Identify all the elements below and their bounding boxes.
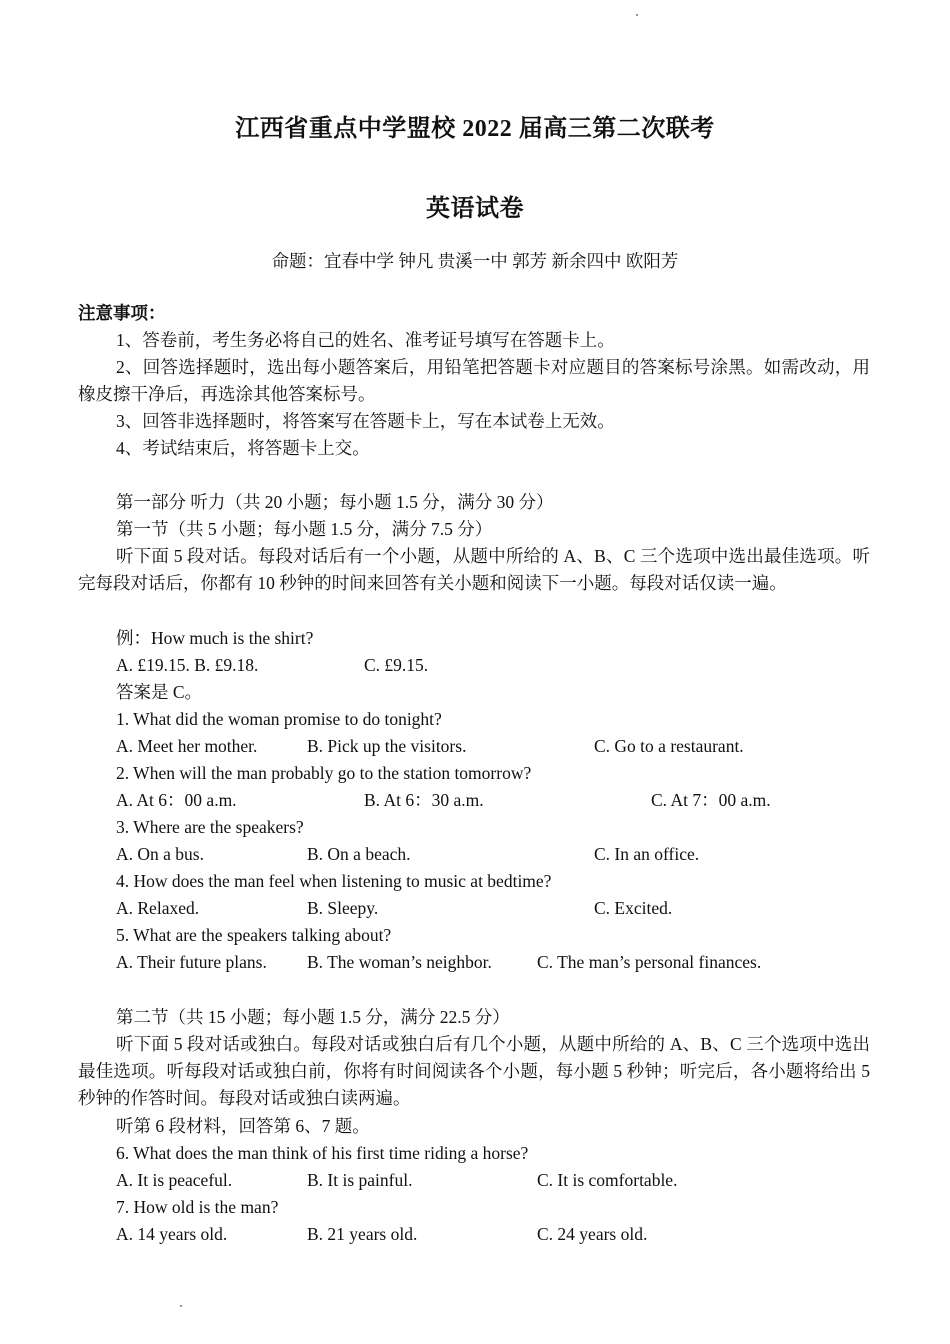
option-c: C. At 7：00 a.m. — [651, 790, 771, 810]
option-b: B. It is painful. — [307, 1170, 413, 1190]
option-b: B. 21 years old. — [307, 1224, 418, 1244]
notice-item: 3、回答非选择题时，将答案写在答题卡上，写在本试卷上无效。 — [116, 411, 615, 431]
authors-line: 命题：宜春中学 钟凡 贵溪一中 郭芳 新余四中 欧阳芳 — [271, 251, 679, 271]
question: 4. How does the man feel when listening to music at bedtime? — [116, 871, 552, 891]
option-a: A. Relaxed. — [116, 898, 200, 918]
question: 1. What did the woman promise to do tonight? — [116, 709, 442, 729]
material-note: 听第 6 段材料，回答第 6、7 题。 — [116, 1116, 370, 1136]
option-a: A. 14 years old. — [116, 1224, 228, 1244]
example-option: A. £19.15. B. £9.18. — [116, 655, 259, 675]
option-b: B. The woman’s neighbor. — [307, 952, 492, 972]
part1-heading: 第一部分 听力（共 20 小题；每小题 1.5 分，满分 30 分） — [116, 492, 554, 512]
option-c: C. In an office. — [594, 844, 700, 864]
option-a: A. Their future plans. — [116, 952, 267, 972]
section1-instructions: 听下面 5 段对话。每段对话后有一个小题，从题中所给的 A、B、C 三个选项中选出最佳选项。听 完每段对话后，你都有 10 秒钟的时间来回答有关小题和阅读下一小题。每段对话仅读一遍。 — [78, 546, 870, 594]
section2-heading: 第二节（共 15 小题；每小题 1.5 分，满分 22.5 分） — [116, 1007, 510, 1027]
option-c: C. Go to a restaurant. — [594, 736, 744, 756]
scan-speck — [636, 14, 638, 16]
notice-heading: 注意事项： — [78, 303, 166, 323]
question: 2. When will the man probably go to the station tomorrow? — [116, 763, 532, 783]
option-c: C. Excited. — [594, 898, 673, 918]
exam-title: 江西省重点中学盟校 2022 届高三第二次联考 — [235, 116, 715, 142]
example-question: 例：How much is the shirt? — [116, 628, 314, 648]
option-b: B. At 6：30 a.m. — [364, 790, 484, 810]
subject-title: 英语试卷 — [426, 196, 524, 222]
option-a: A. At 6：00 a.m. — [116, 790, 237, 810]
scan-speck — [180, 1305, 182, 1307]
section1-heading: 第一节（共 5 小题；每小题 1.5 分，满分 7.5 分） — [116, 519, 493, 539]
option-b: B. Pick up the visitors. — [307, 736, 467, 756]
example-option: C. £9.15. — [364, 655, 429, 675]
option-b: B. On a beach. — [307, 844, 411, 864]
notice-item: 1、答卷前，考生务必将自己的姓名、准考证号填写在答题卡上。 — [116, 330, 615, 350]
option-a: A. Meet her mother. — [116, 736, 258, 756]
section2-instructions: 听下面 5 段对话或独白。每段对话或独白后有几个小题，从题中所给的 A、B、C 三个选项中选出 最佳选项。听每段对话或独白前，你将有时间阅读各个小题，每小题 5 秒钟；听完后，各小题将给出 5 秒钟的作答时间。每段对话或独白读两遍。 — [78, 1034, 870, 1109]
option-c: C. The man’s personal finances. — [537, 952, 762, 972]
question: 5. What are the speakers talking about? — [116, 925, 392, 945]
option-b: B. Sleepy. — [307, 898, 379, 918]
option-a: A. On a bus. — [116, 844, 204, 864]
notice-item: 4、考试结束后，将答题卡上交。 — [116, 438, 370, 458]
question: 3. Where are the speakers? — [116, 817, 304, 837]
notice-item: 2、回答选择题时，选出每小题答案后，用铅笔把答题卡对应题目的答案标号涂黑。如需改动，用 橡皮擦干净后，再选涂其他答案标号。 — [78, 357, 870, 405]
option-a: A. It is peaceful. — [116, 1170, 233, 1190]
question: 6. What does the man think of his first time riding a horse? — [116, 1143, 529, 1163]
example-answer: 答案是 C。 — [116, 682, 203, 702]
option-c: C. 24 years old. — [537, 1224, 648, 1244]
option-c: C. It is comfortable. — [537, 1170, 678, 1190]
question: 7. How old is the man? — [116, 1197, 279, 1217]
